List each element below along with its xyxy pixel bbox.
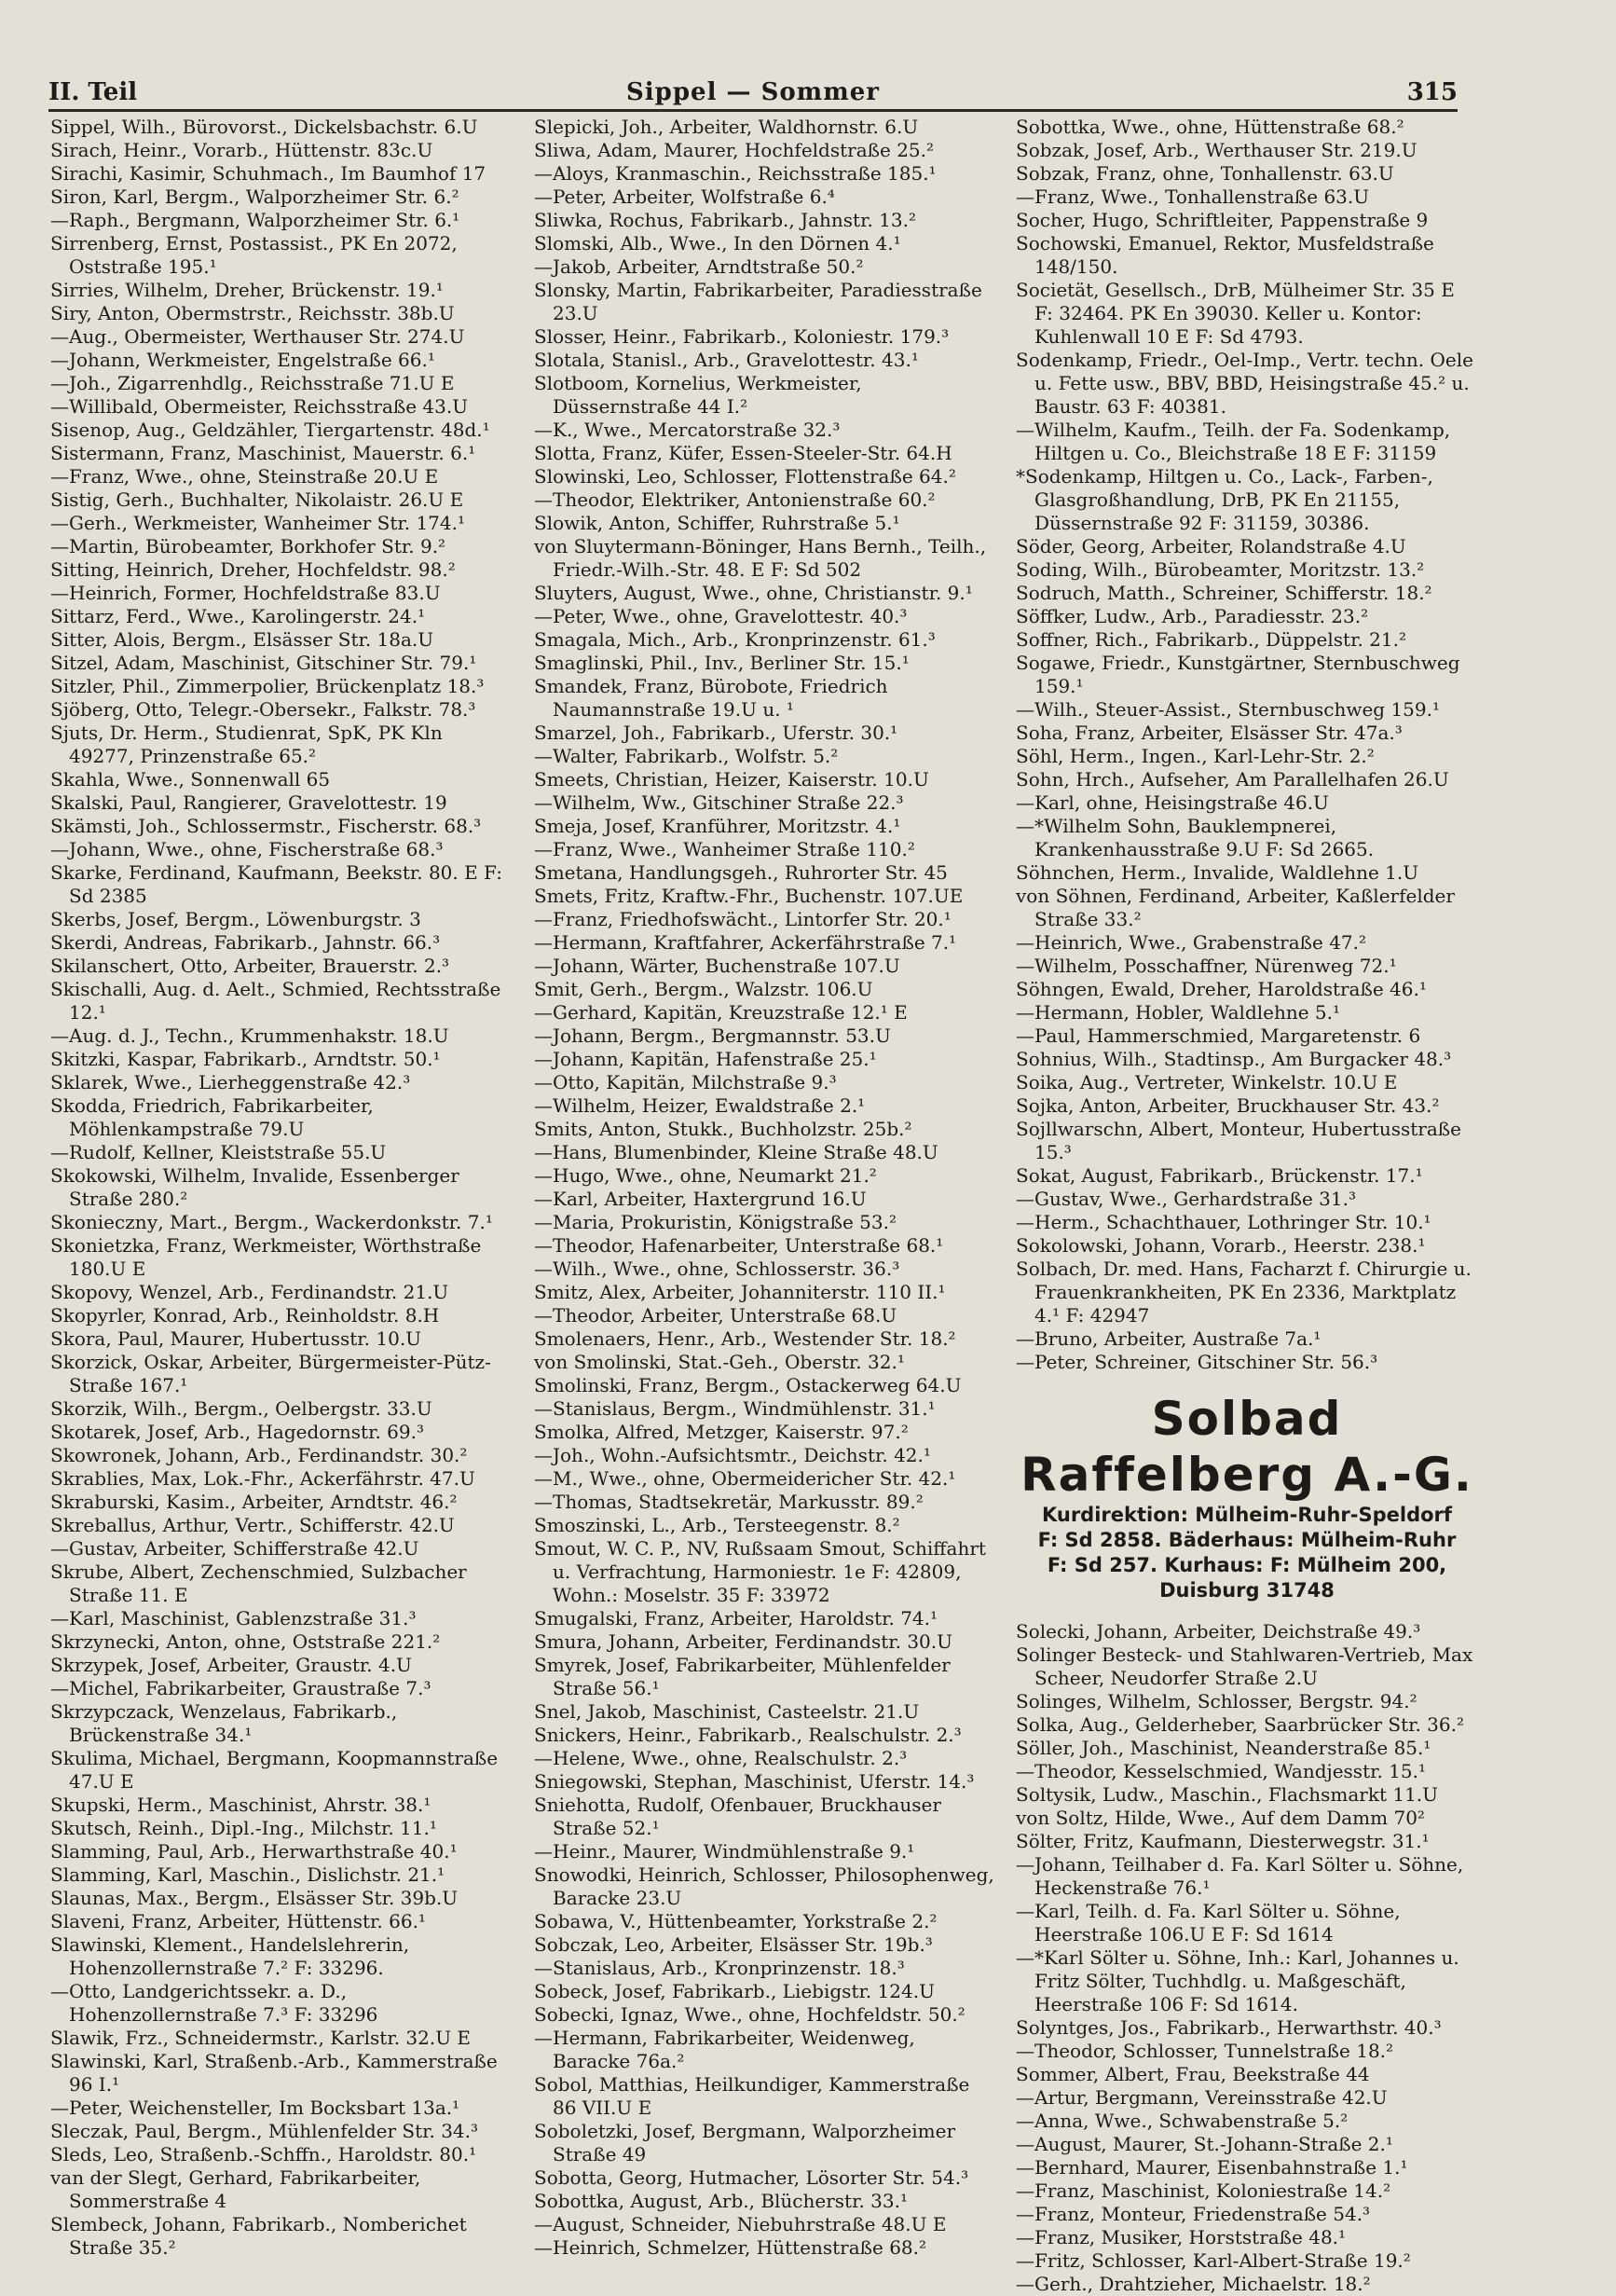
- directory-entry: Slowik, Anton, Schiffer, Ruhrstraße 5.¹: [534, 512, 900, 534]
- directory-entry: Sirach, Heinr., Vorarb., Hüttenstr. 83c.U: [50, 139, 433, 161]
- directory-entry: —Gustav, Arbeiter, Schifferstraße 42.U: [50, 1537, 419, 1560]
- directory-entry: —Johann, Werkmeister, Engelstraße 66.¹: [50, 349, 435, 371]
- directory-entry: Sliwka, Rochus, Fabrikarb., Jahnstr. 13.²: [534, 209, 916, 231]
- directory-entry: —Franz, Maschinist, Koloniestraße 14.²: [1016, 2179, 1391, 2202]
- directory-entry: Skalski, Paul, Rangierer, Gravelottestr. 19: [50, 791, 447, 814]
- directory-entry: —Paul, Hammerschmied, Margaretenstr. 6: [1016, 1024, 1421, 1047]
- column-3-entries-bottom: [1016, 1620, 1478, 2296]
- directory-entry: Smits, Anton, Stukk., Buchholzstr. 25b.²: [534, 1118, 912, 1140]
- directory-entry: —Wilh., Wwe., ohne, Schlosserstr. 36.³: [534, 1258, 900, 1280]
- directory-entry: —Willibald, Obermeister, Reichsstraße 43.U: [50, 395, 469, 418]
- directory-entry: Skonietzka, Franz, Werkmeister, Wörthstraße 180.U E: [50, 1234, 482, 1280]
- directory-entry: Soika, Aug., Vertreter, Winkelstr. 10.U E: [1016, 1071, 1398, 1093]
- column-2: [534, 116, 996, 2260]
- directory-entry: Sodenkamp, Friedr., Oel-Imp., Vertr. techn. Oele u. Fette usw., BBV, BBD, Heisingstraße 45.² u. Baustr. 63 F: 40381.: [1016, 349, 1473, 418]
- directory-entry: —Theodor, Arbeiter, Unterstraße 68.U: [534, 1304, 897, 1327]
- directory-entry: —Artur, Bergmann, Vereinsstraße 42.U: [1016, 2086, 1388, 2109]
- directory-entry: —Karl, Maschinist, Gablenzstraße 31.³: [50, 1607, 417, 1629]
- directory-entry: Sobol, Matthias, Heilkundiger, Kammerstraße 86 VII.U E: [534, 2073, 970, 2119]
- directory-entry: —Walter, Fabrikarb., Wolfstr. 5.²: [534, 745, 839, 767]
- directory-entry: Smolka, Alfred, Metzger, Kaiserstr. 97.²: [534, 1421, 909, 1443]
- directory-entry: —*Karl Sölter u. Söhne, Inh.: Karl, Johannes u. Fritz Sölter, Tuchhdlg. u. Maßgeschäft, Heerstraße 106 F: Sd 1614.: [1016, 1946, 1459, 2015]
- directory-entry: —*Wilhelm Sohn, Bauklempnerei, Krankenhausstraße 9.U F: Sd 2665.: [1016, 815, 1375, 860]
- directory-entry: Sitzler, Phil., Zimmerpolier, Brückenplatz 18.³: [50, 675, 485, 697]
- directory-entry: Soha, Franz, Arbeiter, Elsässer Str. 47a.³: [1016, 722, 1403, 744]
- directory-entry: Skerdi, Andreas, Fabrikarb., Jahnstr. 66.³: [50, 931, 441, 954]
- ad-line: F: Sd 2858. Bäderhaus: Mülheim-Ruhr: [1037, 1529, 1457, 1551]
- directory-entry: —Franz, Musiker, Horststraße 48.¹: [1016, 2226, 1347, 2248]
- directory-entry: —Gerh., Werkmeister, Wanheimer Str. 174.¹: [50, 512, 465, 534]
- directory-entry: Societät, Gesellsch., DrB, Mülheimer Str. 35 E F: 32464. PK En 39030. Keller u. Kontor: Kuhlenwall 10 E F: Sd 4793.: [1016, 279, 1455, 348]
- directory-entry: Smagala, Mich., Arb., Kronprinzenstr. 61.³: [534, 628, 936, 651]
- directory-entry: Skokowski, Wilhelm, Invalide, Essenberger Straße 280.²: [50, 1164, 459, 1210]
- directory-entry: Slamming, Paul, Arb., Herwarthstraße 40.¹: [50, 1840, 458, 1863]
- ad-line: Duisburg 31748: [1159, 1579, 1335, 1602]
- directory-entry: Sokolowski, Johann, Vorarb., Heerstr. 238.¹: [1016, 1234, 1426, 1257]
- directory-entry: Skämsti, Joh., Schlossermstr., Fischerstr. 68.³: [50, 815, 482, 837]
- directory-entry: van der Slegt, Gerhard, Fabrikarbeiter, Sommerstraße 4: [50, 2166, 421, 2212]
- directory-entry: —Bernhard, Maurer, Eisenbahnstraße 1.¹: [1016, 2156, 1408, 2179]
- directory-entry: —Heinrich, Wwe., Grabenstraße 47.²: [1016, 931, 1367, 954]
- directory-entry: Smyrek, Josef, Fabrikarbeiter, Mühlenfelder Straße 56.¹: [534, 1654, 951, 1699]
- header-rule: [48, 109, 1458, 112]
- directory-entry: Snickers, Heinr., Fabrikarb., Realschulstr. 2.³: [534, 1724, 962, 1746]
- directory-entry: Smets, Fritz, Kraftw.-Fhr., Buchenstr. 107.UE: [534, 885, 964, 907]
- directory-entry: Sobottka, August, Arb., Blücherstr. 33.¹: [534, 2190, 908, 2212]
- directory-entry: —Karl, Arbeiter, Haxtergrund 16.U: [534, 1188, 867, 1210]
- directory-entry: Skrzypczack, Wenzelaus, Fabrikarb., Brückenstraße 34.¹: [50, 1700, 398, 1746]
- directory-entry: Sohnius, Wilh., Stadtinsp., Am Burgacker 48.³: [1016, 1048, 1452, 1070]
- directory-entry: Skrablies, Max, Lok.-Fhr., Ackerfährstr. 47.U: [50, 1467, 475, 1490]
- directory-entry: Söder, Georg, Arbeiter, Rolandstraße 4.U: [1016, 535, 1406, 557]
- directory-entry: Smolinski, Franz, Bergm., Ostackerweg 64.U: [534, 1374, 962, 1396]
- directory-entry: Skoniecznу, Mart., Bergm., Wackerdonkstr. 7.¹: [50, 1211, 493, 1233]
- directory-entry: Smit, Gerh., Bergm., Walzstr. 106.U: [534, 978, 873, 1000]
- column-1: [50, 116, 513, 2260]
- directory-entry: Smolenaers, Henr., Arb., Westender Str. 18.²: [534, 1327, 956, 1350]
- directory-entry: Skitzki, Kaspar, Fabrikarb., Arndtstr. 50.¹: [50, 1048, 441, 1070]
- directory-entry: Skrube, Albert, Zechenschmied, Sulzbacher Straße 11. E: [50, 1560, 467, 1606]
- directory-entry: Smugalski, Franz, Arbeiter, Haroldstr. 74.¹: [534, 1607, 938, 1629]
- directory-entry: —Hermann, Kraftfahrer, Ackerfährstraße 7.¹: [534, 931, 957, 954]
- directory-entry: —Gustav, Wwe., Gerhardstraße 31.³: [1016, 1188, 1357, 1210]
- directory-entry: Skorzik, Wilh., Bergm., Oelbergstr. 33.U: [50, 1397, 432, 1420]
- directory-entry: Slawik, Frz., Schneidermstr., Karlstr. 32.U E: [50, 2027, 472, 2049]
- directory-entry: Solinges, Wilhelm, Schlosser, Bergstr. 94.²: [1016, 1690, 1417, 1712]
- directory-entry: —Wilhelm, Heizer, Ewaldstraße 2.¹: [534, 1094, 866, 1117]
- directory-entry: Slotboom, Kornelius, Werkmeister, Düssernstraße 44 I.²: [534, 372, 862, 418]
- directory-entry: Sniegowski, Stephan, Maschinist, Uferstr. 14.³: [534, 1770, 975, 1793]
- directory-entry: Slamming, Karl, Maschin., Dislichstr. 21.¹: [50, 1863, 445, 1886]
- directory-entry: Sitzel, Adam, Maschinist, Gitschiner Str. 79.¹: [50, 652, 477, 674]
- directory-entry: Socher, Hugo, Schriftleiter, Pappenstraße 9: [1016, 209, 1429, 231]
- directory-entry: —Hermann, Hobler, Waldlehne 5.¹: [1016, 1001, 1341, 1024]
- directory-entry: Skorzick, Oskar, Arbeiter, Bürgermeister-Pütz-Straße 167.¹: [50, 1351, 491, 1396]
- directory-entry: —Helene, Wwe., ohne, Realschulstr. 2.³: [534, 1747, 908, 1769]
- directory-entry: Soboletzki, Josef, Bergmann, Walporzheimer Straße 49: [534, 2120, 956, 2165]
- directory-entry: Slawinski, Karl, Straßenb.-Arb., Kammerstraße 96 I.¹: [50, 2050, 498, 2096]
- ad-line: Kurdirektion: Mülheim-Ruhr-Speldorf: [1041, 1504, 1453, 1526]
- directory-entry: —Aug. d. J., Techn., Krummenhakstr. 18.U: [50, 1024, 449, 1047]
- directory-entry: Siron, Karl, Bergm., Walporzheimer Str. 6.²: [50, 186, 459, 208]
- directory-entry: Sobecki, Ignaz, Wwe., ohne, Hochfeldstr. 50.²: [534, 2003, 965, 2026]
- directory-entry: —Herm., Schachthauer, Lothringer Str. 10.¹: [1016, 1211, 1431, 1233]
- directory-entry: Sobawa, V., Hüttenbeamter, Yorkstraße 2.²: [534, 1910, 938, 1932]
- directory-entry: Skopyrler, Konrad, Arb., Reinholdstr. 8.H: [50, 1304, 440, 1327]
- directory-entry: Sobeck, Josef, Fabrikarb., Liebigstr. 124.U: [534, 1980, 935, 2002]
- directory-entry: Slaunas, Max., Bergm., Elsässer Str. 39b.U: [50, 1887, 459, 1909]
- directory-entry: —Franz, Wwe., Tonhallenstraße 63.U: [1016, 186, 1370, 208]
- column-3-entries-top: [1016, 116, 1478, 1374]
- directory-entry: Slotala, Stanisl., Arb., Gravelottestr. 43.¹: [534, 349, 919, 371]
- directory-entry: Skowronek, Johann, Arb., Ferdinandstr. 30.²: [50, 1444, 468, 1466]
- directory-entry: —Franz, Monteur, Friedenstraße 54.³: [1016, 2203, 1371, 2225]
- directory-entry: Sippel, Wilh., Bürovorst., Dickelsbachstr. 6.U: [50, 116, 478, 138]
- directory-entry: —Otto, Kapitän, Milchstraße 9.³: [534, 1071, 837, 1093]
- directory-entry: —Johann, Kapitän, Hafenstraße 25.¹: [534, 1048, 877, 1070]
- directory-entry: Slowinski, Leo, Schlosser, Flottenstraße 64.²: [534, 465, 956, 488]
- directory-entry: Skreballus, Arthur, Vertr., Schifferstr. 42.U: [50, 1514, 455, 1536]
- directory-entry: von Soltz, Hilde, Wwe., Auf dem Damm 70²: [1016, 1807, 1425, 1829]
- directory-entry: von Smolinski, Stat.-Geh., Oberstr. 32.¹: [534, 1351, 905, 1373]
- directory-entry: —Otto, Landgerichtssekr. a. D., Hohenzollernstraße 7.³ F: 33296: [50, 1980, 378, 2026]
- directory-entry: —Bruno, Arbeiter, Austraße 7a.¹: [1016, 1327, 1322, 1350]
- directory-entry: Slosser, Heinr., Fabrikarb., Koloniestr. 179.³: [534, 325, 950, 348]
- directory-entry: —August, Schneider, Niebuhrstraße 48.U E: [534, 2213, 947, 2235]
- directory-entry: Soltysik, Ludw., Maschin., Flachsmarkt 11.U: [1016, 1783, 1439, 1806]
- directory-entry: —Peter, Arbeiter, Wolfstraße 6.⁴: [534, 186, 835, 208]
- directory-entry: —Karl, ohne, Heisingstraße 46.U: [1016, 791, 1329, 814]
- directory-entry: Sokat, August, Fabrikarb., Brückenstr. 17.¹: [1016, 1164, 1423, 1187]
- directory-entry: —Hans, Blumenbinder, Kleine Straße 48.U: [534, 1141, 938, 1163]
- directory-entry: Söller, Joh., Maschinist, Neanderstraße 85.¹: [1016, 1737, 1431, 1759]
- directory-entry: Sistermann, Franz, Maschinist, Mauerstr. 6.¹: [50, 442, 476, 464]
- directory-entry: Smoszinski, L., Arb., Tersteegenstr. 8.²: [534, 1514, 900, 1536]
- directory-entry: —Johann, Teilhaber d. Fa. Karl Sölter u. Söhne, Heckenstraße 76.¹: [1016, 1853, 1464, 1899]
- directory-entry: Sodruch, Matth., Schreiner, Schifferstr. 18.²: [1016, 582, 1432, 604]
- directory-entry: Skotarek, Josef, Arb., Hagedornstr. 69.³: [50, 1421, 424, 1443]
- directory-entry: —Peter, Schreiner, Gitschiner Str. 56.³: [1016, 1351, 1378, 1373]
- directory-entry: Skrzynecki, Anton, ohne, Oststraße 221.²: [50, 1630, 441, 1653]
- directory-entry: Sobzak, Josef, Arb., Werthauser Str. 219.U: [1016, 139, 1417, 161]
- directory-entry: Skarke, Ferdinand, Kaufmann, Beekstr. 80. E F: Sd 2385: [50, 861, 502, 907]
- directory-entry: —Fritz, Schlosser, Karl-Albert-Straße 19.²: [1016, 2249, 1411, 2272]
- directory-entry: Sirachi, Kasimir, Schuhmach., Im Baumhof 17: [50, 162, 486, 185]
- directory-entry: Söhngen, Ewald, Dreher, Haroldstraße 46.¹: [1016, 978, 1427, 1000]
- directory-entry: —Stanislaus, Bergm., Windmühlenstr. 31.¹: [534, 1397, 936, 1420]
- directory-entry: —Theodor, Hafenarbeiter, Unterstraße 68.¹: [534, 1234, 944, 1257]
- directory-entry: Soding, Wilh., Bürobeamter, Moritzstr. 13.²: [1016, 558, 1425, 581]
- directory-entry: Sojllwarschn, Albert, Monteur, Hubertusstraße 15.³: [1016, 1118, 1461, 1163]
- directory-entry: Slawinski, Klement., Handelslehrerin, Hohenzollernstraße 7.² F: 33296.: [50, 1933, 410, 1979]
- directory-entry: Skulima, Michael, Bergmann, Koopmannstraße 47.U E: [50, 1747, 499, 1793]
- directory-entry: Sitter, Alois, Bergm., Elsässer Str. 18a.U: [50, 628, 434, 651]
- directory-entry: —Joh., Zigarrenhdlg., Reichsstraße 71.U E: [50, 372, 455, 394]
- directory-entry: —Stanislaus, Arb., Kronprinzenstr. 18.³: [534, 1957, 905, 1979]
- directory-entry: —Johann, Bergm., Bergmannstr. 53.U: [534, 1024, 891, 1047]
- directory-entry: —M., Wwe., ohne, Obermeidericher Str. 42.¹: [534, 1467, 956, 1490]
- directory-entry: —Rudolf, Kellner, Kleiststraße 55.U: [50, 1141, 387, 1163]
- directory-entry: Slomski, Alb., Wwe., In den Dörnen 4.¹: [534, 232, 901, 254]
- directory-entry: Sojka, Anton, Arbeiter, Bruckhauser Str. 43.²: [1016, 1094, 1440, 1117]
- directory-entry: Smarzel, Joh., Fabrikarb., Uferstr. 30.¹: [534, 722, 898, 744]
- page-range-title: Sippel — Sommer: [626, 78, 880, 106]
- directory-entry: —Raph., Bergmann, Walporzheimer Str. 6.¹: [50, 209, 460, 231]
- directory-entry: Söffker, Ludw., Arb., Paradiesstr. 23.²: [1016, 605, 1369, 627]
- directory-entry: Solinger Besteck- und Stahlwaren-Vertrieb, Max Scheer, Neudorfer Straße 2.U: [1016, 1643, 1473, 1689]
- directory-entry: Smaglinski, Phil., Inv., Berliner Str. 15.¹: [534, 652, 910, 674]
- directory-entry: Sommer, Albert, Frau, Beekstraße 44: [1016, 2063, 1370, 2085]
- directory-entry: Söhnchen, Herm., Invalide, Waldlehne 1.U: [1016, 861, 1419, 884]
- directory-entry: Sluyters, August, Wwe., ohne, Christianstr. 9.¹: [534, 582, 973, 604]
- directory-entry: —Wilhelm, Kaufm., Teilh. der Fa. Sodenkamp, Hiltgen u. Co., Bleichstraße 18 E F: 31159: [1016, 419, 1451, 464]
- directory-entry: —K., Wwe., Mercatorstraße 32.³: [534, 419, 841, 441]
- directory-entry: —Aug., Obermeister, Werthauser Str. 274.U: [50, 325, 465, 348]
- directory-entry: Sobczak, Leo, Arbeiter, Elsässer Str. 19b.³: [534, 1933, 933, 1956]
- directory-entry: Sjöberg, Otto, Telegr.-Obersekr., Falkstr. 78.³: [50, 698, 476, 721]
- directory-entry: —Johann, Wwe., ohne, Fischerstraße 68.³: [50, 838, 444, 860]
- directory-entry: Sogawe, Friedr., Kunstgärtner, Sternbuschweg 159.¹: [1016, 652, 1460, 697]
- directory-entry: Skahla, Wwe., Sonnenwall 65: [50, 768, 331, 791]
- directory-entry: Soffner, Rich., Fabrikarb., Düppelstr. 21.²: [1016, 628, 1406, 651]
- directory-entry: —Peter, Weichensteller, Im Bocksbart 13a.¹: [50, 2097, 460, 2119]
- directory-entry: Skora, Paul, Maurer, Hubertusstr. 10.U: [50, 1327, 422, 1350]
- directory-entry: Snowodki, Heinrich, Schlosser, Philosophenweg, Baracke 23.U: [534, 1863, 994, 1909]
- directory-entry: —Karl, Teilh. d. Fa. Karl Sölter u. Söhne, Heerstraße 106.U E F: Sd 1614: [1016, 1900, 1401, 1945]
- directory-entry: —Theodor, Schlosser, Tunnelstraße 18.²: [1016, 2040, 1394, 2062]
- directory-entry: —Michel, Fabrikarbeiter, Graustraße 7.³: [50, 1677, 431, 1699]
- page-number: 315: [1406, 78, 1458, 106]
- directory-entry: Sisenop, Aug., Geldzähler, Tiergartenstr. 48d.¹: [50, 419, 490, 441]
- directory-entry: —Joh., Wohn.-Aufsichtsmtr., Deichstr. 42.¹: [534, 1444, 931, 1466]
- directory-entry: Solbach, Dr. med. Hans, Facharzt f. Chirurgie u. Frauenkrankheiten, PK En 2336, Marktplatz 4.¹ F: 42947: [1016, 1258, 1472, 1327]
- directory-entry: Smandek, Franz, Bürobote, Friedrich Naumannstraße 19.U u. ¹: [534, 675, 888, 721]
- directory-entry: —Maria, Prokuristin, Königstraße 53.²: [534, 1211, 897, 1233]
- directory-entry: —Anna, Wwe., Schwabenstraße 5.²: [1016, 2110, 1349, 2132]
- directory-entry: von Söhnen, Ferdinand, Arbeiter, Kaßlerfelder Straße 33.²: [1016, 885, 1455, 930]
- directory-entry: Skraburski, Kasim., Arbeiter, Arndtstr. 46.²: [50, 1491, 458, 1513]
- directory-entry: —Heinrich, Former, Hochfeldstraße 83.U: [50, 582, 441, 604]
- directory-entry: Sittarz, Ferd., Wwe., Karolingerstr. 24.¹: [50, 605, 426, 627]
- directory-entry: Söhl, Herm., Ingen., Karl-Lehr-Str. 2.²: [1016, 745, 1375, 767]
- column-3: [1016, 116, 1478, 2296]
- directory-entry: Solka, Aug., Gelderheber, Saarbrücker Str. 36.²: [1016, 1713, 1465, 1736]
- directory-entry: Sleczak, Paul, Bergm., Mühlenfelder Str. 34.³: [50, 2120, 479, 2142]
- directory-entry: —Wilhelm, Posschaffner, Nürenweg 72.¹: [1016, 955, 1397, 977]
- directory-entry: von Sluytermann-Böninger, Hans Bernh., Teilh., Friedr.-Wilh.-Str. 48. E F: Sd 502: [534, 535, 987, 581]
- directory-entry: Smura, Johann, Arbeiter, Ferdinandstr. 30.U: [534, 1630, 952, 1653]
- directory-entry: —Heinr., Maurer, Windmühlenstraße 9.¹: [534, 1840, 915, 1863]
- ad-title: Solbad Raffelberg A.-G.: [1020, 1392, 1473, 1502]
- section-label: II. Teil: [48, 78, 138, 106]
- directory-entry: —Aloys, Kranmaschin., Reichsstraße 185.¹: [534, 162, 937, 185]
- directory-entry: Sochowski, Emanuel, Rektor, Musfeldstraße 148/150.: [1016, 232, 1434, 278]
- directory-entry: Sölter, Fritz, Kaufmann, Diesterwegstr. 31.¹: [1016, 1830, 1430, 1852]
- directory-entry: —Hugo, Wwe., ohne, Neumarkt 21.²: [534, 1164, 877, 1187]
- directory-entry: Smeets, Christian, Heizer, Kaiserstr. 10.U: [534, 768, 929, 791]
- directory-entry: Siry, Anton, Obermstrstr., Reichsstr. 38b.U: [50, 302, 455, 324]
- directory-entry: —Jakob, Arbeiter, Arndtstraße 50.²: [534, 255, 864, 278]
- directory-entry: Solyntges, Jos., Fabrikarb., Herwarthstr. 40.³: [1016, 2016, 1442, 2039]
- directory-entry: Sniehotta, Rudolf, Ofenbauer, Bruckhauser Straße 52.¹: [534, 1794, 941, 1839]
- directory-entry: Sirries, Wilhelm, Dreher, Brückenstr. 19.¹: [50, 279, 444, 301]
- directory-entry: Sirrenberg, Ernst, Postassist., PK En 2072, Oststraße 195.¹: [50, 232, 458, 278]
- directory-entry: —Theodor, Kesselschmied, Wandjesstr. 15.¹: [1016, 1760, 1427, 1782]
- directory-entry: Sohn, Hrch., Aufseher, Am Parallelhafen 26.U: [1016, 768, 1449, 791]
- directory-entry: Skutsch, Reinh., Dipl.-Ing., Milchstr. 11.¹: [50, 1817, 437, 1839]
- directory-entry: —Johann, Wärter, Buchenstraße 107.U: [534, 955, 900, 977]
- directory-entry: Sklarek, Wwe., Lierheggenstraße 42.³: [50, 1071, 411, 1093]
- directory-entry: Skupski, Herm., Maschinist, Ahrstr. 38.¹: [50, 1794, 431, 1816]
- directory-entry: Skodda, Friedrich, Fabrikarbeiter, Möhlenkampstraße 79.U: [50, 1094, 374, 1140]
- directory-entry: —Theodor, Elektriker, Antonienstraße 60.²: [534, 488, 936, 511]
- directory-entry: —Gerh., Drahtzieher, Michaelstr. 18.²: [1016, 2273, 1371, 2295]
- directory-entry: Sistig, Gerh., Buchhalter, Nikolaistr. 26.U E: [50, 488, 464, 511]
- directory-entry: Sobotta, Georg, Hutmacher, Lösorter Str. 54.³: [534, 2166, 969, 2189]
- directory-entry: —Thomas, Stadtsekretär, Markusstr. 89.²: [534, 1491, 924, 1513]
- directory-entry: Sobottka, Wwe., ohne, Hüttenstraße 68.²: [1016, 116, 1404, 138]
- directory-entry: Sleds, Leo, Straßenb.-Schffn., Haroldstr. 80.¹: [50, 2143, 477, 2165]
- directory-entry: Slonsky, Martin, Fabrikarbeiter, Paradiesstraße 23.U: [534, 279, 982, 324]
- directory-entry: Skerbs, Josef, Bergm., Löwenburgstr. 3: [50, 908, 421, 930]
- directory-entry: Slembeck, Johann, Fabrikarb., Nomberichet Straße 35.²: [50, 2213, 467, 2259]
- directory-entry: Skrzypek, Josef, Arbeiter, Graustr. 4.U: [50, 1654, 412, 1676]
- directory-entry: —Franz, Wwe., ohne, Steinstraße 20.U E: [50, 465, 439, 488]
- directory-entry: Slaveni, Franz, Arbeiter, Hüttenstr. 66.¹: [50, 1910, 426, 1932]
- directory-entry: Sjuts, Dr. Herm., Studienrat, SpK, PK Kln 49277, Prinzenstraße 65.²: [50, 722, 443, 767]
- directory-entry: —Wilhelm, Ww., Gitschiner Straße 22.³: [534, 791, 904, 814]
- advertisement-solbad-raffelberg: [1016, 1391, 1478, 1603]
- directory-entry: *Sodenkamp, Hiltgen u. Co., Lack-, Farben-, Glasgroßhandlung, DrB, PK En 21155, Düssernstraße 92 F: 31159, 30386.: [1016, 465, 1433, 534]
- directory-entry: —Wilh., Steuer-Assist., Sternbuschweg 159.¹: [1016, 698, 1441, 721]
- directory-entry: —Peter, Wwe., ohne, Gravelottestr. 40.³: [534, 605, 908, 627]
- directory-entry: —August, Maurer, St.-Johann-Straße 2.¹: [1016, 2133, 1393, 2155]
- directory-entry: —Franz, Wwe., Wanheimer Straße 110.²: [534, 838, 915, 860]
- directory-entry: Smetana, Handlungsgeh., Ruhrorter Str. 45: [534, 861, 948, 884]
- directory-entry: Smout, W. C. P., NV, Rußsaam Smout, Schiffahrt u. Verfrachtung, Harmoniestr. 1e F: 42809, Wohn.: Moselstr. 35 F: 33972: [534, 1537, 986, 1606]
- directory-entry: Skilanschert, Otto, Arbeiter, Brauerstr. 2.³: [50, 955, 450, 977]
- directory-entry: Skopovy, Wenzel, Arb., Ferdinandstr. 21.U: [50, 1281, 449, 1303]
- directory-entry: Sobzak, Franz, ohne, Tonhallenstr. 63.U: [1016, 162, 1394, 185]
- directory-entry: Slepicki, Joh., Arbeiter, Waldhornstr. 6.U: [534, 116, 919, 138]
- directory-entry: —Gerhard, Kapitän, Kreuzstraße 12.¹ E: [534, 1001, 908, 1024]
- directory-entry: Smitz, Alex, Arbeiter, Johanniterstr. 110 II.¹: [534, 1281, 946, 1303]
- directory-entry: Solecki, Johann, Arbeiter, Deichstraße 49.³: [1016, 1620, 1421, 1643]
- directory-entry: —Heinrich, Schmelzer, Hüttenstraße 68.²: [534, 2236, 927, 2259]
- directory-entry: Sliwa, Adam, Maurer, Hochfeldstraße 25.²: [534, 139, 935, 161]
- directory-entry: —Franz, Friedhofswächt., Lintorfer Str. 20.¹: [534, 908, 952, 930]
- directory-entry: Sitting, Heinrich, Dreher, Hochfeldstr. 98.²: [50, 558, 456, 581]
- directory-entry: —Martin, Bürobeamter, Borkhofer Str. 9.²: [50, 535, 446, 557]
- directory-entry: Snel, Jakob, Maschinist, Casteelstr. 21.U: [534, 1700, 920, 1723]
- directory-entry: Smeja, Josef, Kranführer, Moritzstr. 4.¹: [534, 815, 901, 837]
- directory-entry: Slotta, Franz, Küfer, Essen-Steeler-Str. 64.H: [534, 442, 952, 464]
- directory-entry: —Hermann, Fabrikarbeiter, Weidenweg, Baracke 76a.²: [534, 2027, 915, 2072]
- ad-line: F: Sd 257. Kurhaus: F: Mülheim 200,: [1047, 1554, 1447, 1576]
- directory-entry: Skischalli, Aug. d. Aelt., Schmied, Rechtsstraße 12.¹: [50, 978, 501, 1024]
